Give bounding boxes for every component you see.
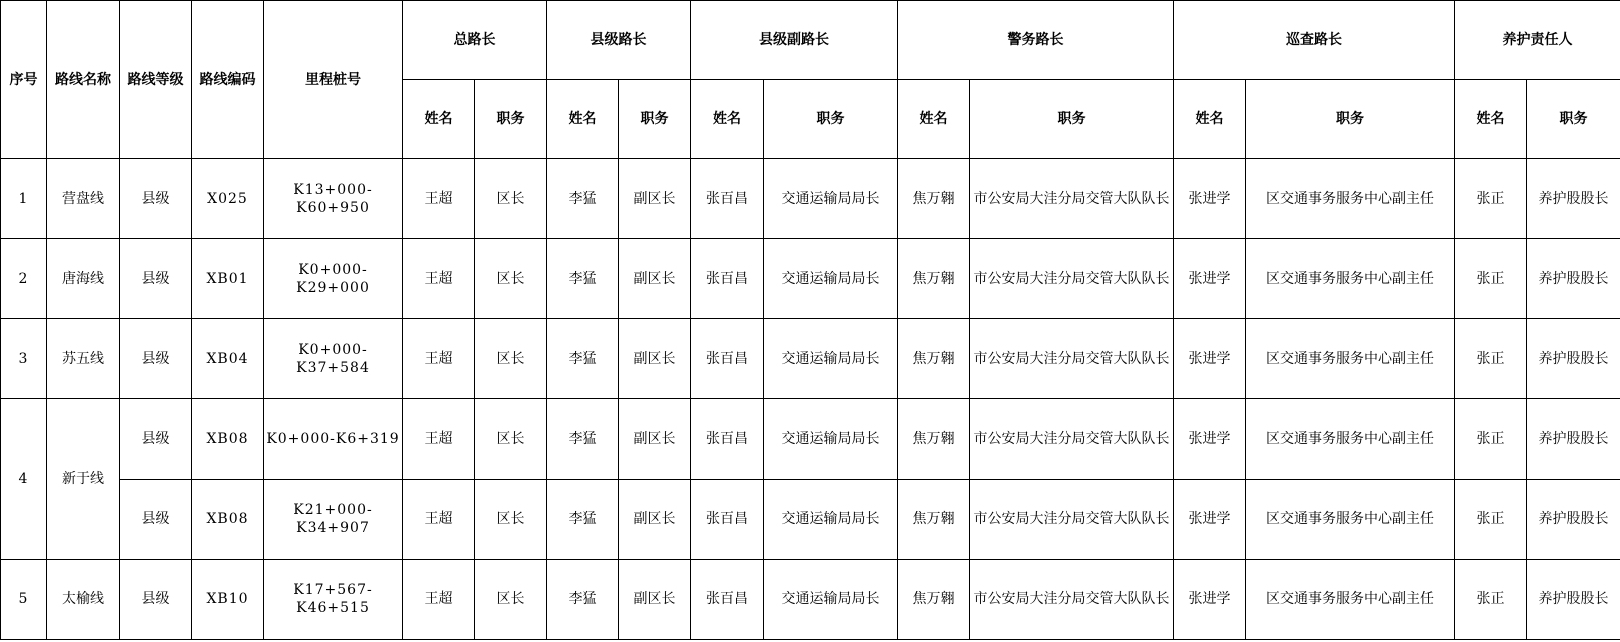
cell-name: 张百昌 <box>691 239 764 319</box>
cell-name: 王超 <box>403 159 475 239</box>
header-title: 职务 <box>475 80 547 159</box>
cell-name: 李猛 <box>547 559 619 639</box>
header-name: 姓名 <box>898 80 970 159</box>
table-row <box>1 239 1620 319</box>
cell-title: 区长 <box>475 399 547 479</box>
cell-road-level: 县级 <box>120 399 192 479</box>
cell-name: 张进学 <box>1174 159 1246 239</box>
cell-title: 交通运输局局长 <box>764 479 898 559</box>
cell-mileage: K0+000-K29+000 <box>264 239 403 319</box>
cell-road-name: 营盘线 <box>47 159 120 239</box>
header-group-chief: 总路长 <box>403 1 547 80</box>
header-seq: 序号 <box>1 1 47 159</box>
cell-name: 李猛 <box>547 239 619 319</box>
header-road-code: 路线编码 <box>192 1 264 159</box>
cell-name: 张进学 <box>1174 399 1246 479</box>
cell-road-code: XB10 <box>192 559 264 639</box>
header-group-patrol-chief: 巡查路长 <box>1174 1 1455 80</box>
cell-title: 副区长 <box>619 559 691 639</box>
cell-name: 焦万翱 <box>898 159 970 239</box>
cell-name: 焦万翱 <box>898 239 970 319</box>
cell-title: 市公安局大洼分局交管大队队长 <box>970 399 1174 479</box>
cell-name: 王超 <box>403 239 475 319</box>
cell-road-name: 苏五线 <box>47 319 120 399</box>
header-road-level: 路线等级 <box>120 1 192 159</box>
cell-title: 市公安局大洼分局交管大队队长 <box>970 479 1174 559</box>
cell-name: 张百昌 <box>691 319 764 399</box>
cell-title: 区交通事务服务中心副主任 <box>1246 399 1455 479</box>
cell-road-code: XB04 <box>192 319 264 399</box>
cell-name: 张百昌 <box>691 399 764 479</box>
cell-title: 养护股股长 <box>1527 319 1620 399</box>
cell-mileage: K0+000-K37+584 <box>264 319 403 399</box>
header-name: 姓名 <box>1174 80 1246 159</box>
table-row <box>1 399 1620 479</box>
cell-seq: 3 <box>1 319 47 399</box>
cell-road-name: 新于线 <box>47 399 120 559</box>
cell-title: 养护股股长 <box>1527 479 1620 559</box>
cell-title: 区交通事务服务中心副主任 <box>1246 239 1455 319</box>
cell-name: 王超 <box>403 319 475 399</box>
header-title: 职务 <box>970 80 1174 159</box>
cell-road-level: 县级 <box>120 559 192 639</box>
cell-title: 养护股股长 <box>1527 559 1620 639</box>
cell-name: 王超 <box>403 399 475 479</box>
cell-name: 焦万翱 <box>898 479 970 559</box>
cell-name: 张百昌 <box>691 479 764 559</box>
cell-name: 张正 <box>1455 559 1527 639</box>
cell-mileage: K17+567-K46+515 <box>264 559 403 639</box>
cell-seq: 2 <box>1 239 47 319</box>
header-name: 姓名 <box>547 80 619 159</box>
cell-title: 区长 <box>475 239 547 319</box>
table-row <box>1 319 1620 399</box>
cell-title: 市公安局大洼分局交管大队队长 <box>970 239 1174 319</box>
cell-road-code: X025 <box>192 159 264 239</box>
cell-mileage: K13+000-K60+950 <box>264 159 403 239</box>
cell-title: 副区长 <box>619 159 691 239</box>
header-road-name: 路线名称 <box>47 1 120 159</box>
cell-name: 李猛 <box>547 319 619 399</box>
cell-name: 王超 <box>403 559 475 639</box>
header-title: 职务 <box>1246 80 1455 159</box>
header-group-police-chief: 警务路长 <box>898 1 1174 80</box>
header-group-county-deputy: 县级副路长 <box>691 1 898 80</box>
cell-title: 副区长 <box>619 479 691 559</box>
cell-name: 张百昌 <box>691 159 764 239</box>
cell-title: 市公安局大洼分局交管大队队长 <box>970 159 1174 239</box>
table-row <box>1 559 1620 639</box>
cell-title: 区交通事务服务中心副主任 <box>1246 319 1455 399</box>
cell-mileage: K21+000-K34+907 <box>264 479 403 559</box>
table-row <box>1 479 1620 559</box>
cell-road-code: XB01 <box>192 239 264 319</box>
header-name: 姓名 <box>1455 80 1527 159</box>
cell-road-level: 县级 <box>120 319 192 399</box>
cell-title: 交通运输局局长 <box>764 559 898 639</box>
header-group-maintenance: 养护责任人 <box>1455 1 1620 80</box>
cell-title: 养护股股长 <box>1527 159 1620 239</box>
cell-road-level: 县级 <box>120 159 192 239</box>
cell-name: 焦万翱 <box>898 319 970 399</box>
cell-title: 交通运输局局长 <box>764 399 898 479</box>
cell-title: 副区长 <box>619 319 691 399</box>
cell-title: 副区长 <box>619 239 691 319</box>
header-name: 姓名 <box>403 80 475 159</box>
cell-name: 焦万翱 <box>898 399 970 479</box>
cell-mileage: K0+000-K6+319 <box>264 399 403 479</box>
cell-road-name: 唐海线 <box>47 239 120 319</box>
header-title: 职务 <box>619 80 691 159</box>
header-title: 职务 <box>764 80 898 159</box>
cell-name: 李猛 <box>547 479 619 559</box>
cell-road-level: 县级 <box>120 239 192 319</box>
cell-road-name: 太榆线 <box>47 559 120 639</box>
cell-name: 张进学 <box>1174 559 1246 639</box>
cell-name: 张进学 <box>1174 239 1246 319</box>
cell-name: 焦万翱 <box>898 559 970 639</box>
cell-title: 区长 <box>475 559 547 639</box>
cell-title: 养护股股长 <box>1527 239 1620 319</box>
cell-name: 张进学 <box>1174 479 1246 559</box>
cell-seq: 1 <box>1 159 47 239</box>
cell-title: 区长 <box>475 159 547 239</box>
cell-title: 区长 <box>475 319 547 399</box>
cell-name: 张进学 <box>1174 319 1246 399</box>
cell-name: 张正 <box>1455 159 1527 239</box>
cell-name: 张正 <box>1455 399 1527 479</box>
cell-road-level: 县级 <box>120 479 192 559</box>
cell-seq: 5 <box>1 559 47 639</box>
cell-title: 区长 <box>475 479 547 559</box>
cell-name: 王超 <box>403 479 475 559</box>
cell-name: 张正 <box>1455 479 1527 559</box>
cell-title: 副区长 <box>619 399 691 479</box>
cell-name: 张正 <box>1455 239 1527 319</box>
table-row <box>1 159 1620 239</box>
cell-name: 张百昌 <box>691 559 764 639</box>
cell-road-code: XB08 <box>192 479 264 559</box>
cell-title: 交通运输局局长 <box>764 319 898 399</box>
cell-title: 市公安局大洼分局交管大队队长 <box>970 559 1174 639</box>
cell-title: 区交通事务服务中心副主任 <box>1246 159 1455 239</box>
cell-title: 交通运输局局长 <box>764 239 898 319</box>
cell-name: 李猛 <box>547 399 619 479</box>
cell-name: 张正 <box>1455 319 1527 399</box>
cell-name: 李猛 <box>547 159 619 239</box>
cell-title: 交通运输局局长 <box>764 159 898 239</box>
cell-title: 区交通事务服务中心副主任 <box>1246 479 1455 559</box>
cell-road-code: XB08 <box>192 399 264 479</box>
cell-title: 市公安局大洼分局交管大队队长 <box>970 319 1174 399</box>
header-mileage: 里程桩号 <box>264 1 403 159</box>
cell-title: 养护股股长 <box>1527 399 1620 479</box>
cell-seq: 4 <box>1 399 47 559</box>
cell-title: 区交通事务服务中心副主任 <box>1246 559 1455 639</box>
header-name: 姓名 <box>691 80 764 159</box>
header-group-county-chief: 县级路长 <box>547 1 691 80</box>
header-title: 职务 <box>1527 80 1620 159</box>
